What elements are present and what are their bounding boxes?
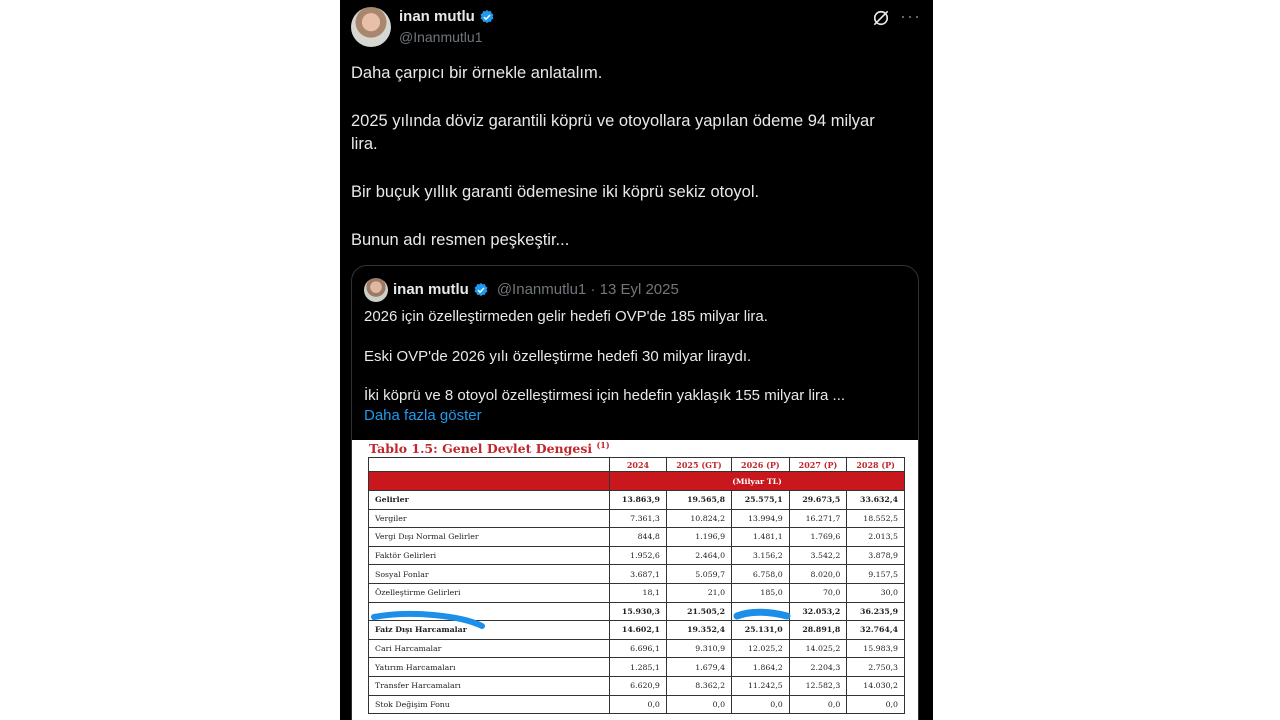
table-cell: 1.952,6 bbox=[610, 546, 667, 565]
table-cell: 9.310,9 bbox=[666, 639, 731, 658]
table-cell: 11.242,5 bbox=[732, 676, 790, 695]
show-more-link[interactable]: Daha fazla göster bbox=[364, 407, 482, 424]
table-row-label: Vergiler bbox=[369, 509, 610, 528]
table-cell: 1.196,9 bbox=[666, 528, 731, 547]
table-cell: 0,0 bbox=[789, 695, 847, 714]
table-cell: 1.481,1 bbox=[732, 528, 790, 547]
table-cell: 3.687,1 bbox=[610, 565, 667, 584]
table-row bbox=[369, 602, 905, 621]
more-options-icon[interactable]: ··· bbox=[900, 6, 921, 26]
author-avatar[interactable] bbox=[351, 7, 391, 47]
post-text-line-1: Daha çarpıcı bir örnekle anlatalım. bbox=[351, 64, 603, 82]
quoted-text-line-2: Eski OVP'de 2026 yılı özelleştirme hedefi 30 milyar liraydı. bbox=[364, 348, 752, 365]
table-col-header: 2027 (P) bbox=[789, 458, 847, 472]
quoted-header bbox=[393, 281, 679, 298]
author-name[interactable]: inan mutlu bbox=[399, 8, 475, 25]
table-row bbox=[369, 621, 905, 640]
table-cell: 0,0 bbox=[666, 695, 731, 714]
table-cell: 1.285,1 bbox=[610, 658, 667, 677]
table-row-label: Transfer Harcamaları bbox=[369, 676, 610, 695]
table-row-label bbox=[369, 602, 610, 621]
table-cell: 32.764,4 bbox=[847, 621, 905, 640]
table-col-header: 2028 (P) bbox=[847, 458, 905, 472]
table-cell: 19.565,8 bbox=[666, 491, 731, 510]
table-cell: 30,0 bbox=[847, 583, 905, 602]
quoted-text-line-3: İki köprü ve 8 otoyol özelleştirmesi için hedefin yaklaşık 155 milyar lira ... bbox=[364, 387, 846, 404]
table-cell: 185,0 bbox=[732, 583, 790, 602]
table-cell: 28.891,8 bbox=[789, 621, 847, 640]
table-row-label: Vergi Dışı Normal Gelirler bbox=[369, 528, 610, 547]
table-cell: 15.983,9 bbox=[847, 639, 905, 658]
table-header-empty bbox=[369, 458, 610, 472]
table-unit-row bbox=[369, 472, 905, 491]
table-cell: 19.352,4 bbox=[666, 621, 731, 640]
table-col-header: 2026 (P) bbox=[732, 458, 790, 472]
finance-table bbox=[368, 457, 905, 714]
table-row-label: Gelirler bbox=[369, 491, 610, 510]
table-cell: 12.025,2 bbox=[732, 639, 790, 658]
finance-table-body bbox=[369, 491, 905, 714]
table-unit-label: (Milyar TL) bbox=[610, 472, 905, 491]
table-cell: 6.696,1 bbox=[610, 639, 667, 658]
table-cell: 16.271,7 bbox=[789, 509, 847, 528]
post-text-line-5: Bunun adı resmen peşkeştir... bbox=[351, 231, 570, 249]
table-row bbox=[369, 658, 905, 677]
table-cell: 29.673,5 bbox=[789, 491, 847, 510]
table-cell: 8.020,0 bbox=[789, 565, 847, 584]
table-row bbox=[369, 565, 905, 584]
table-unit-band-left bbox=[369, 472, 610, 491]
table-cell: 18,1 bbox=[610, 583, 667, 602]
table-cell: 7.361,3 bbox=[610, 509, 667, 528]
table-cell: 6.758,0 bbox=[732, 565, 790, 584]
table-cell: 2.204,3 bbox=[789, 658, 847, 677]
table-col-header: 2024 bbox=[610, 458, 667, 472]
quoted-tweet[interactable] bbox=[351, 265, 919, 720]
table-cell: 32.053,2 bbox=[789, 602, 847, 621]
table-cell: 0,0 bbox=[732, 695, 790, 714]
quoted-meta: @Inanmutlu1 · 13 Eyl 2025 bbox=[496, 281, 679, 298]
table-col-header: 2025 (GT) bbox=[666, 458, 731, 472]
table-cell: 25.131,0 bbox=[732, 621, 790, 640]
table-row-label: Yatırım Harcamaları bbox=[369, 658, 610, 677]
table-cell: 9.157,5 bbox=[847, 565, 905, 584]
table-cell: 1.679,4 bbox=[666, 658, 731, 677]
table-cell: 2.013,5 bbox=[847, 528, 905, 547]
verified-badge-icon bbox=[479, 9, 495, 25]
table-row bbox=[369, 546, 905, 565]
table-row bbox=[369, 695, 905, 714]
table-footnote-mark: (1) bbox=[596, 440, 610, 450]
author-handle[interactable]: @Inanmutlu1 bbox=[399, 29, 483, 45]
table-row bbox=[369, 583, 905, 602]
table-cell: 36.235,9 bbox=[847, 602, 905, 621]
table-cell: 5.059,7 bbox=[666, 565, 731, 584]
tweet-card bbox=[340, 0, 933, 720]
table-title bbox=[369, 440, 610, 456]
quoted-author-name: inan mutlu bbox=[393, 281, 469, 298]
table-cell: 15.930,3 bbox=[610, 602, 667, 621]
table-cell: 70,0 bbox=[789, 583, 847, 602]
table-row bbox=[369, 676, 905, 695]
table-cell: 0,0 bbox=[610, 695, 667, 714]
table-cell: 14.030,2 bbox=[847, 676, 905, 695]
table-cell: 12.582,3 bbox=[789, 676, 847, 695]
table-cell: 33.632,4 bbox=[847, 491, 905, 510]
table-row-label: Özelleştirme Gelirleri bbox=[369, 583, 610, 602]
table-cell: 1.769,6 bbox=[789, 528, 847, 547]
table-cell: 844,8 bbox=[610, 528, 667, 547]
table-cell: 13.994,9 bbox=[732, 509, 790, 528]
author-name-row[interactable] bbox=[399, 8, 495, 25]
table-row bbox=[369, 528, 905, 547]
table-cell: 2.750,3 bbox=[847, 658, 905, 677]
post-text-line-2: 2025 yılında döviz garantili köprü ve otoyollara yapılan ödeme 94 milyar bbox=[351, 112, 875, 130]
table-row-label: Sosyal Fonlar bbox=[369, 565, 610, 584]
table-row bbox=[369, 491, 905, 510]
quoted-text-line-1: 2026 için özelleştirmeden gelir hedefi OVP'de 185 milyar lira. bbox=[364, 308, 768, 325]
table-row-label: Faktör Gelirleri bbox=[369, 546, 610, 565]
table-cell bbox=[732, 602, 790, 621]
post-text-line-4: Bir buçuk yıllık garanti ödemesine iki köprü sekiz otoyol. bbox=[351, 183, 760, 201]
table-row-label: Cari Harcamalar bbox=[369, 639, 610, 658]
table-cell: 21,0 bbox=[666, 583, 731, 602]
table-cell: 2.464,0 bbox=[666, 546, 731, 565]
table-row-label: Faiz Dışı Harcamalar bbox=[369, 621, 610, 640]
table-cell: 14.602,1 bbox=[610, 621, 667, 640]
table-cell: 21.505,2 bbox=[666, 602, 731, 621]
table-cell: 18.552,5 bbox=[847, 509, 905, 528]
table-row bbox=[369, 639, 905, 658]
table-cell: 14.025,2 bbox=[789, 639, 847, 658]
table-cell: 0,0 bbox=[847, 695, 905, 714]
table-cell: 3.878,9 bbox=[847, 546, 905, 565]
table-title-text: Tablo 1.5: Genel Devlet Dengesi bbox=[369, 441, 593, 457]
post-text-line-3: lira. bbox=[351, 135, 378, 153]
table-header-row bbox=[369, 458, 905, 472]
table-cell: 3.156,2 bbox=[732, 546, 790, 565]
quoted-author-avatar bbox=[364, 278, 388, 302]
table-cell: 3.542,2 bbox=[789, 546, 847, 565]
table-cell: 10.824,2 bbox=[666, 509, 731, 528]
table-cell: 6.620,9 bbox=[610, 676, 667, 695]
table-row bbox=[369, 509, 905, 528]
table-row-label: Stok Değişim Fonu bbox=[369, 695, 610, 714]
quoted-verified-badge-icon bbox=[473, 282, 489, 298]
quoted-table-image[interactable] bbox=[352, 440, 918, 720]
table-cell: 8.362,2 bbox=[666, 676, 731, 695]
table-cell: 1.864,2 bbox=[732, 658, 790, 677]
grok-icon[interactable] bbox=[871, 8, 891, 28]
table-cell: 25.575,1 bbox=[732, 491, 790, 510]
table-cell: 13.863,9 bbox=[610, 491, 667, 510]
